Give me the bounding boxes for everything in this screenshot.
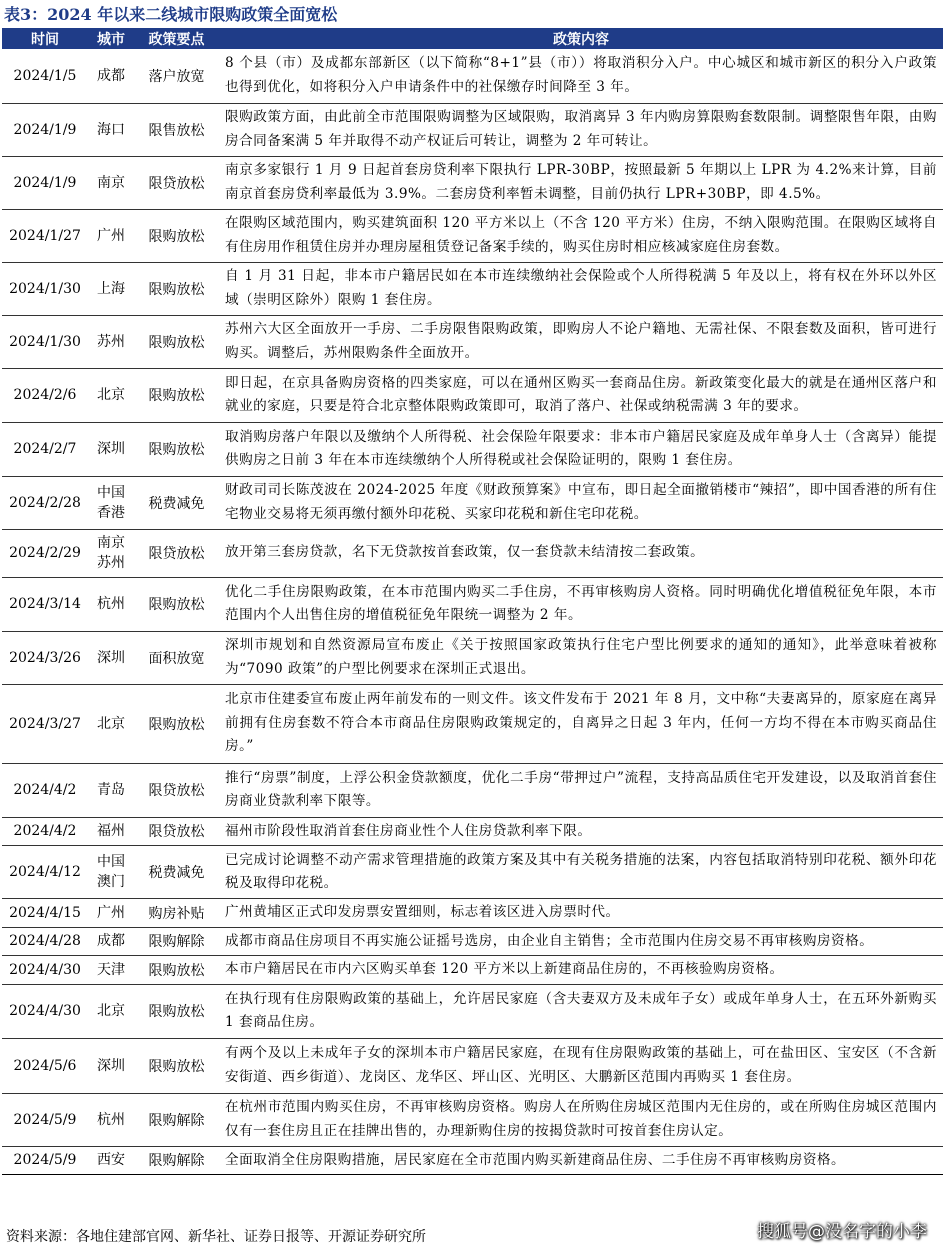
cell-city: 广州	[88, 899, 134, 928]
table-row	[2, 763, 943, 817]
cell-policy-point: 限购解除	[134, 1093, 219, 1146]
table-row	[2, 476, 943, 529]
cell-date: 2024/1/5	[2, 49, 88, 103]
cell-policy-point: 限贷放松	[134, 763, 219, 817]
source-note: 资料来源：各地住建部官网、新华社、证券日报等、开源证券研究所	[6, 1229, 426, 1245]
cell-policy-point: 税费减免	[134, 476, 219, 529]
table-row	[2, 156, 943, 209]
cell-policy-content: 8 个县（市）及成都东部新区（以下简称“8+1”县（市））将取消积分入户。中心城区和城市新区的积分入户政策也得到优化，如将积分入户申请条件中的社保缴存时间降至 3 年。	[219, 49, 943, 103]
cell-policy-point: 税费减免	[134, 846, 219, 899]
cell-city: 杭州	[88, 1093, 134, 1146]
cell-date: 2024/5/9	[2, 1146, 88, 1175]
cell-date: 2024/3/14	[2, 577, 88, 631]
table-body	[2, 49, 943, 1175]
cell-date: 2024/5/9	[2, 1093, 88, 1146]
cell-policy-content: 优化二手住房限购政策，在本市范围内购买二手住房，不再审核购房人资格。同时明确优化增值税征免年限，本市范围内个人出售住房的增值税征免年限统一调整为 2 年。	[219, 577, 943, 631]
table-row	[2, 1038, 943, 1093]
cell-policy-point: 购房补贴	[134, 899, 219, 928]
cell-date: 2024/4/2	[2, 817, 88, 846]
cell-city: 上海	[88, 262, 134, 315]
cell-policy-point: 限贷放松	[134, 529, 219, 577]
cell-date: 2024/5/6	[2, 1038, 88, 1093]
cell-policy-point: 限购解除	[134, 1146, 219, 1175]
cell-date: 2024/1/9	[2, 156, 88, 209]
cell-city: 成都	[88, 49, 134, 103]
table-row	[2, 631, 943, 684]
cell-date: 2024/3/26	[2, 631, 88, 684]
cell-policy-point: 限购放松	[134, 262, 219, 315]
table-row	[2, 899, 943, 928]
table-row	[2, 422, 943, 476]
cell-date: 2024/1/27	[2, 209, 88, 262]
header-city: 城市	[88, 28, 134, 49]
cell-policy-content: 南京多家银行 1 月 9 日起首套房贷利率下限执行 LPR-30BP，按照最新 5 年期以上 LPR 为 4.2%来计算，目前南京首套房贷利率最低为 3.9%。二套房贷利率暂未调整，目前仍执行 LPR+30BP，即 4.5%。	[219, 156, 943, 209]
cell-policy-content: 广州黄埔区正式印发房票安置细则，标志着该区进入房票时代。	[219, 899, 943, 928]
cell-city: 中国香港	[88, 476, 134, 529]
cell-policy-point: 限购放松	[134, 684, 219, 763]
cell-city: 深圳	[88, 422, 134, 476]
header-policy-point: 政策要点	[134, 28, 219, 49]
cell-city: 青岛	[88, 763, 134, 817]
cell-policy-point: 限购放松	[134, 422, 219, 476]
table-row	[2, 1093, 943, 1146]
cell-policy-point: 限购放松	[134, 209, 219, 262]
cell-policy-content: 北京市住建委宣布废止两年前发布的一则文件。该文件发布于 2021 年 8 月，文中称“夫妻离异的，原家庭在离异前拥有住房套数不符合本市商品住房限购政策规定的，自离异之日起 3 年内，任何一方均不得在本市购买商品住房。”	[219, 684, 943, 763]
cell-date: 2024/1/30	[2, 315, 88, 368]
cell-date: 2024/4/28	[2, 927, 88, 956]
cell-city: 深圳	[88, 1038, 134, 1093]
cell-policy-content: 放开第三套房贷款，名下无贷款按首套政策，仅一套贷款未结清按二套政策。	[219, 529, 943, 577]
cell-date: 2024/4/12	[2, 846, 88, 899]
cell-city: 深圳	[88, 631, 134, 684]
cell-policy-point: 限售放松	[134, 103, 219, 156]
cell-city: 成都	[88, 927, 134, 956]
cell-policy-point: 限购放松	[134, 368, 219, 422]
cell-city: 西安	[88, 1146, 134, 1175]
cell-policy-content: 财政司司长陈茂波在 2024-2025 年度《财政预算案》中宣布，即日起全面撤销楼市“辣招”，即中国香港的所有住宅物业交易将无须再缴付额外印花税、买家印花税和新住宅印花税。	[219, 476, 943, 529]
cell-city: 南京苏州	[88, 529, 134, 577]
cell-policy-point: 限购解除	[134, 927, 219, 956]
cell-policy-point: 限购放松	[134, 1038, 219, 1093]
cell-city: 苏州	[88, 315, 134, 368]
cell-policy-point: 面积放宽	[134, 631, 219, 684]
table-row	[2, 956, 943, 985]
cell-date: 2024/2/28	[2, 476, 88, 529]
cell-city: 北京	[88, 984, 134, 1038]
table-row	[2, 817, 943, 846]
table-row	[2, 846, 943, 899]
cell-policy-content: 自 1 月 31 日起，非本市户籍居民如在本市连续缴纳社会保险或个人所得税满 5 年及以上，将有权在外环以外区域（崇明区除外）限购 1 套住房。	[219, 262, 943, 315]
cell-policy-content: 取消购房落户年限以及缴纳个人所得税、社会保险年限要求：非本市户籍居民家庭及成年单身人士（含离异）能提供购房之日前 3 年在本市连续缴纳个人所得税或社会保险证明的，限购 1 套住房。	[219, 422, 943, 476]
table-row	[2, 49, 943, 103]
table-row	[2, 368, 943, 422]
table-row	[2, 103, 943, 156]
table-row	[2, 529, 943, 577]
cell-policy-point: 限购放松	[134, 315, 219, 368]
cell-policy-content: 在杭州市范围内购买住房，不再审核购房资格。购房人在所购住房城区范围内无住房的，或在所购住房城区范围内仅有一套住房且正在挂牌出售的，办理新购住房的按揭贷款时可按首套住房认定。	[219, 1093, 943, 1146]
cell-policy-point: 限购放松	[134, 577, 219, 631]
header-policy-content: 政策内容	[219, 28, 943, 49]
cell-date: 2024/4/2	[2, 763, 88, 817]
cell-city: 北京	[88, 684, 134, 763]
cell-city: 天津	[88, 956, 134, 985]
cell-date: 2024/2/6	[2, 368, 88, 422]
table-row	[2, 315, 943, 368]
cell-policy-content: 本市户籍居民在市内六区购买单套 120 平方米以上新建商品住房的，不再核验购房资格。	[219, 956, 943, 985]
cell-policy-point: 落户放宽	[134, 49, 219, 103]
cell-date: 2024/2/29	[2, 529, 88, 577]
cell-policy-content: 全面取消全住房限购措施，居民家庭在全市范围内购买新建商品住房、二手住房不再审核购房资格。	[219, 1146, 943, 1175]
header-date: 时间	[2, 28, 88, 49]
cell-policy-point: 限贷放松	[134, 817, 219, 846]
table-row	[2, 684, 943, 763]
cell-city: 南京	[88, 156, 134, 209]
cell-policy-point: 限购放松	[134, 956, 219, 985]
cell-date: 2024/4/15	[2, 899, 88, 928]
table-row	[2, 984, 943, 1038]
cell-policy-content: 深圳市规划和自然资源局宣布废止《关于按照国家政策执行住宅户型比例要求的通知的通知》，此举意味着被称为“7090 政策”的户型比例要求在深圳正式退出。	[219, 631, 943, 684]
cell-city: 北京	[88, 368, 134, 422]
cell-date: 2024/2/7	[2, 422, 88, 476]
cell-city: 杭州	[88, 577, 134, 631]
cell-city: 海口	[88, 103, 134, 156]
watermark: 搜狐号@没名字的小李	[757, 1222, 927, 1242]
table-row	[2, 1146, 943, 1175]
cell-policy-content: 限购政策方面，由此前全市范围限购调整为区域限购，取消离异 3 年内购房算限购套数限制。调整限售年限，由购房合同备案满 5 年并取得不动产权证后可转让，调整为 2 年可转让。	[219, 103, 943, 156]
table-row	[2, 577, 943, 631]
cell-date: 2024/1/30	[2, 262, 88, 315]
cell-date: 2024/3/27	[2, 684, 88, 763]
cell-policy-content: 即日起，在京具备购房资格的四类家庭，可以在通州区购买一套商品住房。新政策变化最大的就是在通州区落户和就业的家庭，只要是符合北京整体限购政策即可，取消了落户、社保或纳税需满 3 年的要求。	[219, 368, 943, 422]
cell-policy-content: 在执行现有住房限购政策的基础上，允许居民家庭（含夫妻双方及未成年子女）或成年单身人士，在五环外新购买 1 套商品住房。	[219, 984, 943, 1038]
policy-table	[2, 28, 943, 1175]
cell-policy-point: 限购放松	[134, 984, 219, 1038]
cell-date: 2024/1/9	[2, 103, 88, 156]
cell-policy-content: 苏州六大区全面放开一手房、二手房限售限购政策，即购房人不论户籍地、无需社保、不限套数及面积，皆可进行购买。调整后，苏州限购条件全面放开。	[219, 315, 943, 368]
table-title: 表3：2024 年以来二线城市限购政策全面宽松	[4, 5, 338, 24]
cell-policy-content: 推行“房票”制度，上浮公积金贷款额度，优化二手房“带押过户”流程，支持高品质住宅开发建设，以及取消首套住房商业贷款利率下限等。	[219, 763, 943, 817]
cell-policy-content: 在限购区域范围内，购买建筑面积 120 平方米以上（不含 120 平方米）住房，不纳入限购范围。在限购区域将自有住房用作租赁住房并办理房屋租赁登记备案手续的，购买住房时相应核减家庭住房套数。	[219, 209, 943, 262]
cell-policy-content: 福州市阶段性取消首套住房商业性个人住房贷款利率下限。	[219, 817, 943, 846]
table-row	[2, 927, 943, 956]
cell-city: 福州	[88, 817, 134, 846]
cell-city: 广州	[88, 209, 134, 262]
table-row	[2, 209, 943, 262]
cell-policy-point: 限贷放松	[134, 156, 219, 209]
table-header-row	[2, 28, 943, 49]
cell-policy-content: 已完成讨论调整不动产需求管理措施的政策方案及其中有关税务措施的法案，内容包括取消特别印花税、额外印花税及取得印花税。	[219, 846, 943, 899]
table-row	[2, 262, 943, 315]
cell-date: 2024/4/30	[2, 956, 88, 985]
cell-policy-content: 有两个及以上未成年子女的深圳本市户籍居民家庭，在现有住房限购政策的基础上，可在盐田区、宝安区（不含新安街道、西乡街道）、龙岗区、龙华区、坪山区、光明区、大鹏新区范围内再购买 1 套住房。	[219, 1038, 943, 1093]
cell-city: 中国澳门	[88, 846, 134, 899]
cell-policy-content: 成都市商品住房项目不再实施公证摇号选房，由企业自主销售；全市范围内住房交易不再审核购房资格。	[219, 927, 943, 956]
cell-date: 2024/4/30	[2, 984, 88, 1038]
